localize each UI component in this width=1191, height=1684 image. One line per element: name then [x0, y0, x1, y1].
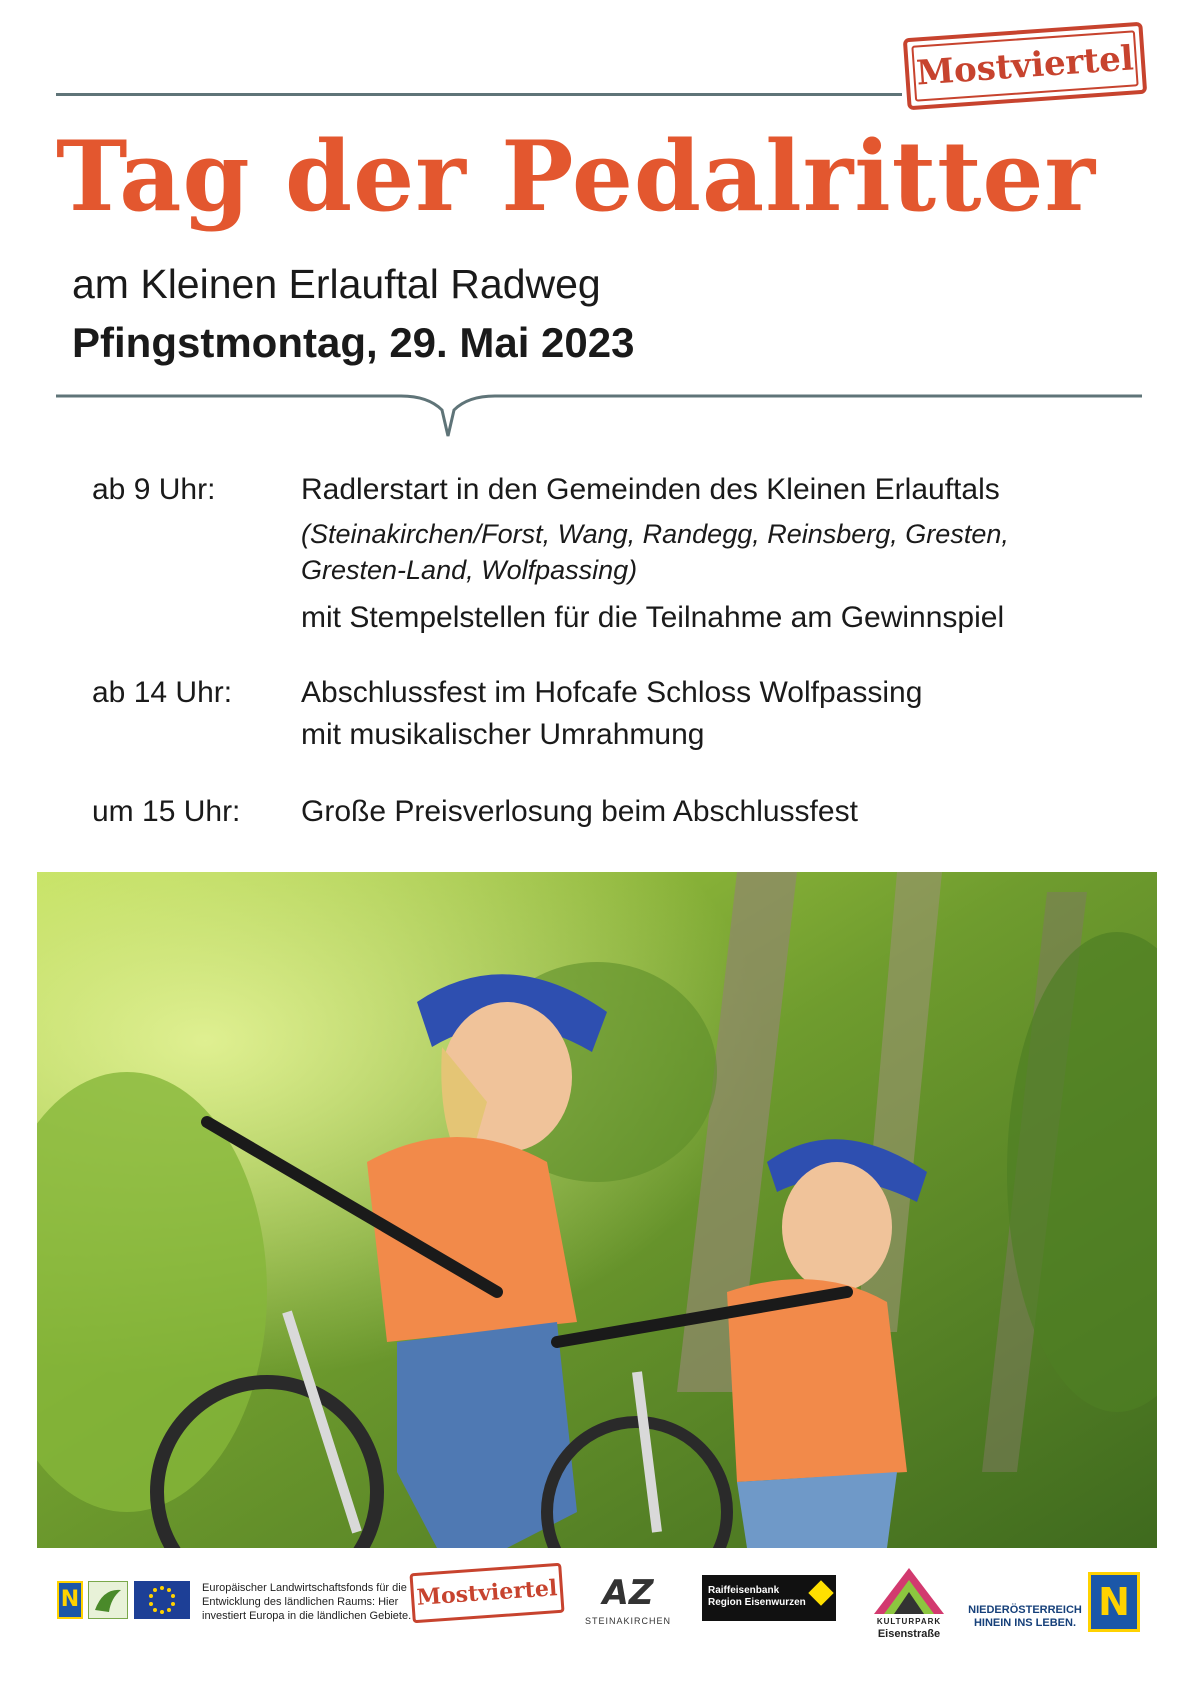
kulturpark-logo: [872, 1566, 946, 1616]
az-subtitle: STEINAKIRCHEN: [584, 1616, 671, 1626]
schedule-text-2: Abschlussfest im Hofcafe Schloss Wolfpassing: [301, 676, 923, 709]
noe-line-1: NIEDERÖSTERREICH: [968, 1604, 1082, 1616]
schedule-extra-2: mit musikalischer Umrahmung: [301, 718, 705, 751]
page-title: Tag der Pedalritter: [56, 120, 1097, 233]
schedule-time-2: ab 14 Uhr:: [92, 676, 233, 709]
stamp-text: Mostviertel: [915, 38, 1135, 94]
kulturpark-line-1: KULTURPARK: [876, 1617, 942, 1626]
kulturpark-text: [866, 1616, 952, 1640]
schedule-places-1: (Steinakirchen/Forst, Wang, Randegg, Reinsberg, Gresten,: [301, 519, 1009, 549]
az-logo-text: AZ: [602, 1573, 654, 1613]
noe-small-logo: N: [57, 1581, 83, 1619]
leader-logo: [88, 1581, 128, 1619]
eu-funding-text: Europäischer Landwirtschaftsfonds für die Entwicklung des ländlichen Raums: Hier investiert Europa in die ländlichen Gebiete.: [202, 1582, 412, 1622]
eu-flag-logo: [134, 1581, 190, 1619]
schedule-text-3: Große Preisverlosung beim Abschlussfest: [301, 795, 858, 828]
schedule-time-3: um 15 Uhr:: [92, 795, 241, 828]
schedule-places-2: Gresten-Land, Wolfpassing): [301, 555, 638, 585]
cycling-children-photo: [37, 872, 1157, 1548]
footer-stamp-text: Mostviertel: [415, 1575, 559, 1611]
mostviertel-footer-logo: [409, 1563, 564, 1623]
kulturpark-line-2: Eisenstraße: [877, 1628, 941, 1640]
schedule-extra-1: mit Stempelstellen für die Teilnahme am Gewinnspiel: [301, 601, 1005, 634]
chevron-divider: [56, 390, 1142, 442]
header-rule: [56, 93, 902, 96]
schedule-text-1: Radlerstart in den Gemeinden des Kleinen Erlauftals: [301, 473, 1000, 506]
az-steinakirchen-logo: [582, 1570, 674, 1614]
event-date: Pfingstmontag, 29. Mai 2023: [72, 319, 635, 366]
event-subtitle: am Kleinen Erlauftal Radweg: [72, 261, 601, 307]
niederoesterreich-text: [965, 1604, 1085, 1630]
mostviertel-stamp-logo: [903, 22, 1147, 111]
noe-line-2: HINEIN INS LEBEN.: [973, 1617, 1077, 1629]
niederoesterreich-logo: N: [1088, 1572, 1140, 1632]
raiffeisen-name: Raiffeisenbank: [708, 1585, 780, 1596]
raiffeisen-region: Region Eisenwurzen: [708, 1597, 806, 1608]
schedule-time-1: ab 9 Uhr:: [92, 473, 216, 506]
